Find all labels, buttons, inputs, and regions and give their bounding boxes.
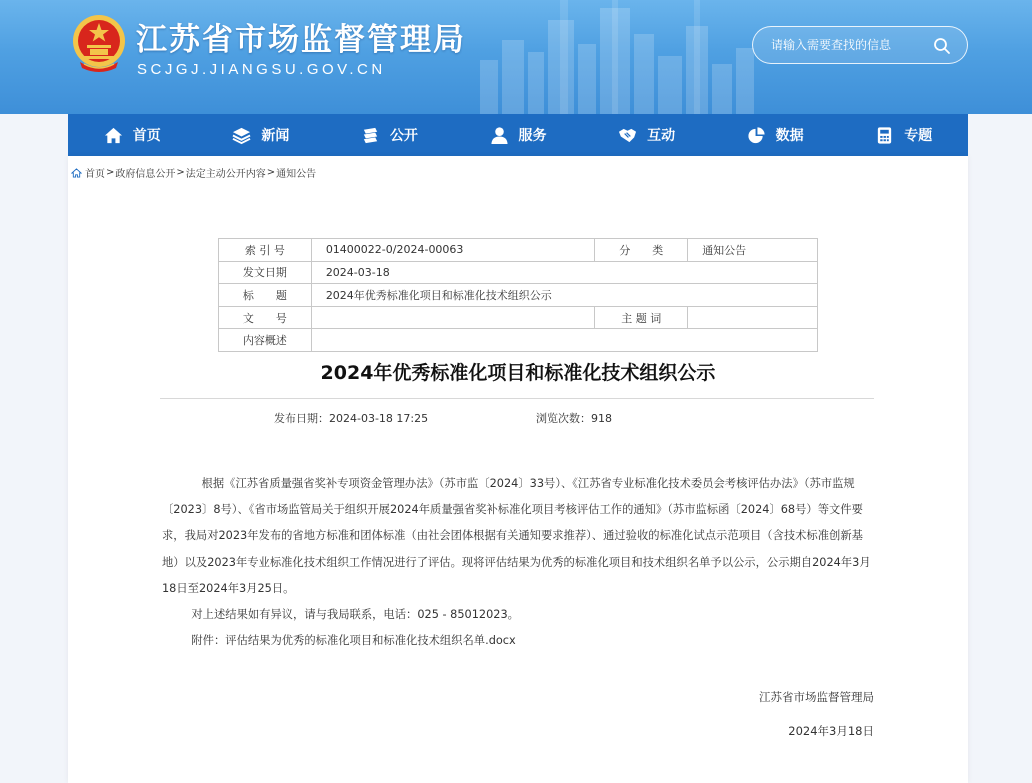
content-panel	[68, 156, 968, 783]
category-label: 分 类	[595, 239, 688, 262]
view-count	[536, 410, 612, 426]
breadcrumb-separator: >	[106, 167, 115, 178]
table-row	[219, 306, 818, 329]
table-row	[219, 329, 818, 352]
category-value: 通知公告	[688, 239, 818, 262]
index-label: 索 引 号	[219, 239, 312, 262]
view-count-label: 浏览次数：	[536, 412, 591, 425]
breadcrumb-statutory[interactable]: 法定主动公开内容	[185, 169, 266, 180]
nav-item-label: 首页	[132, 128, 161, 144]
user-icon	[490, 126, 509, 145]
summary-label: 内容概述	[219, 329, 312, 352]
article-paragraph: 根据《江苏省质量强省奖补专项资金管理办法》（苏市监〔2024〕33号）、《江苏省专业标准化技术委员会考核评估办法》（苏市监规〔2023〕8号）、《省市场监管局关于组织开展2024年质量强省奖补标准化项目考核评估工作的通知》（苏市监标函〔2024〕68号）等文件要求，我局对2023年发布的省地方标准和团体标准（由社会团体根据有关通知要求推荐）、通过验收的标准化试点示范项目（含技术标准创新基地）以及2023年专业标准化技术组织工作情况进行了评估。现将评估结果为优秀的标准化项目和技术组织名单予以公示，公示期自2024年3月18日至2024年3月25日。	[162, 477, 871, 595]
docno-label: 文 号	[219, 306, 312, 329]
article-title: 2024年优秀标准化项目和标准化技术组织公示	[320, 362, 716, 384]
date-value: 2024-03-18	[311, 261, 817, 284]
publish-date-value: 2024-03-18 17:25	[329, 412, 429, 425]
nav-item-home[interactable]	[68, 114, 197, 156]
site-header	[0, 0, 1032, 114]
pie-chart-icon	[747, 126, 766, 145]
search-icon[interactable]	[933, 37, 951, 55]
subject-label: 主 题 词	[595, 306, 688, 329]
breadcrumb-home-icon	[71, 168, 82, 178]
summary-value	[311, 329, 817, 352]
site-title: 江苏省市场监督管理局	[136, 22, 466, 58]
home-icon	[104, 126, 123, 145]
docno-value	[311, 306, 595, 329]
nav-item-service[interactable]	[454, 114, 583, 156]
breadcrumb-gov-info[interactable]: 政府信息公开	[115, 169, 176, 180]
site-domain: SCJGJ.JIANGSU.GOV.CN	[137, 61, 386, 78]
nav-item-label: 专题	[904, 128, 933, 144]
layers-icon	[232, 126, 251, 145]
breadcrumb-notice[interactable]: 通知公告	[276, 169, 317, 180]
breadcrumb-separator: >	[176, 167, 185, 178]
search-input[interactable]	[771, 36, 931, 54]
nav-item-label: 服务	[518, 128, 547, 144]
national-emblem-logo	[72, 14, 126, 74]
publish-date-label: 发布日期：	[274, 412, 329, 425]
view-count-value: 918	[591, 412, 612, 425]
breadcrumb	[71, 165, 316, 180]
date-label: 发文日期	[219, 261, 312, 284]
table-row	[219, 284, 818, 307]
title-value: 2024年优秀标准化项目和标准化技术组织公示	[311, 284, 817, 307]
city-skyline-graphic	[470, 0, 770, 114]
publish-date	[274, 410, 428, 426]
breadcrumb-home[interactable]: 首页	[85, 169, 105, 180]
main-nav	[68, 114, 968, 156]
nav-item-label: 数据	[775, 128, 804, 144]
search-box	[752, 26, 968, 64]
article-attachment-link[interactable]: 附件：评估结果为优秀的标准化项目和标准化技术组织名单.docx	[191, 634, 516, 648]
signature-date: 2024年3月18日	[788, 724, 874, 738]
nav-item-interaction[interactable]	[582, 114, 711, 156]
article-paragraph-contact: 对上述结果如有异议，请与我局联系，电话：025 - 85012023。	[191, 608, 519, 622]
table-row	[219, 261, 818, 284]
stack-icon	[361, 126, 380, 145]
nav-item-label: 互动	[647, 128, 676, 144]
nav-item-topics[interactable]	[839, 114, 968, 156]
breadcrumb-separator: >	[266, 167, 276, 178]
issuer-signature: 江苏省市场监督管理局	[759, 690, 874, 704]
nav-item-label: 新闻	[261, 128, 290, 144]
nav-item-news[interactable]	[197, 114, 326, 156]
document-meta-table	[218, 238, 818, 352]
table-row	[219, 239, 818, 262]
nav-item-data[interactable]	[711, 114, 840, 156]
nav-item-label: 公开	[389, 128, 418, 144]
title-divider	[160, 398, 874, 399]
calculator-icon	[875, 126, 894, 145]
title-label: 标 题	[219, 284, 312, 307]
index-value: 01400022-0/2024-00063	[311, 239, 595, 262]
article-body	[162, 471, 878, 654]
subject-value	[688, 306, 818, 329]
handshake-icon	[618, 126, 637, 145]
nav-item-public[interactable]	[325, 114, 454, 156]
